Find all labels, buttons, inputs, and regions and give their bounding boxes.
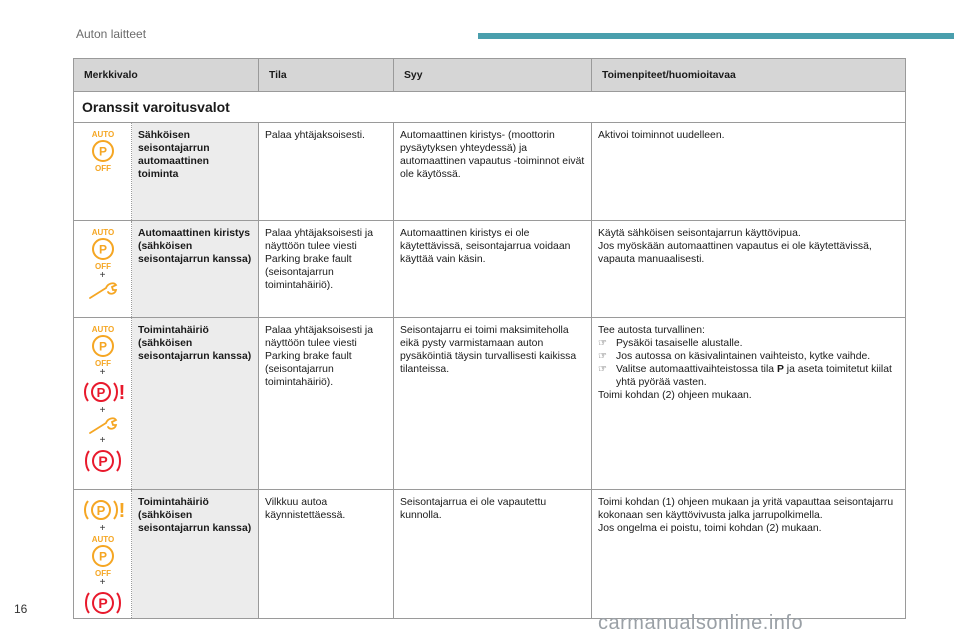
svg-text:P: P (97, 595, 108, 611)
plus-sign: + (99, 405, 106, 416)
indicator-name: Automaattinen kiristys (sähköisen seisontajarrun kanssa) (132, 221, 259, 318)
table-row (74, 123, 906, 221)
parking-brake-icon (83, 588, 123, 618)
page-number: 16 (14, 602, 28, 616)
wrench-icon (87, 416, 119, 436)
indicator-icons (74, 490, 132, 619)
header-state: Tila (259, 59, 394, 92)
svg-text:OFF: OFF (94, 569, 111, 578)
svg-text:P: P (96, 503, 105, 518)
state-text: Palaa yhtäjaksoisesti ja näyttöön tulee viesti Parking brake fault (seisontajarrun toimintahäiriö). (259, 221, 394, 318)
svg-text:OFF: OFF (94, 359, 111, 368)
group-row (74, 92, 906, 123)
actions-text (592, 221, 906, 318)
watermark: carmanualsonline.info (598, 612, 804, 634)
action-line: Käytä sähköisen seisontajarrun käyttövipua. (598, 228, 801, 239)
section-title: Auton laitteet (76, 27, 147, 41)
auto-off-icon (86, 534, 120, 578)
action-line: Toimi kohdan (1) ohjeen mukaan ja yritä vapauttaa seisontajarru kokonaan sen käyttövivusta jalka jarrupolkimella. (598, 497, 894, 521)
svg-text:P: P (98, 549, 107, 564)
plus-sign: + (99, 577, 106, 588)
indicator-name: Toimintahäiriö (sähköisen seisontajarrun kanssa) (132, 490, 259, 619)
brake-warning-icon (81, 378, 125, 406)
indicator-name: Sähköisen seisontajarrun automaattinen toiminta (132, 123, 259, 221)
auto-off-icon (86, 129, 120, 173)
svg-text:!: ! (118, 500, 125, 522)
indicator-icons (74, 123, 132, 221)
svg-text:OFF: OFF (94, 164, 111, 173)
cause-text: Seisontajarru ei toimi maksimiteholla eikä pysty varmistamaan auton pysäköintiä täysin turvallisesti kaikissa tilanteissa. (394, 318, 592, 490)
action-intro: Tee autosta turvallinen: (598, 325, 705, 336)
svg-text:P: P (98, 242, 107, 257)
table-row (74, 490, 906, 619)
action-line: Jos ongelma ei poistu, toimi kohdan (2) mukaan. (598, 523, 822, 534)
svg-text:AUTO: AUTO (91, 535, 114, 544)
indicator-icons (74, 221, 132, 318)
svg-text:P: P (98, 144, 107, 159)
header-actions: Toimenpiteet/huomioitavaa (592, 59, 906, 92)
svg-text:AUTO: AUTO (91, 228, 114, 237)
plus-sign: + (99, 270, 106, 281)
auto-off-icon (86, 324, 120, 368)
state-text: Vilkkuu autoa käynnistettäessä. (259, 490, 394, 619)
svg-text:!: ! (118, 382, 125, 404)
header-cause: Syy (394, 59, 592, 92)
actions-text (592, 490, 906, 619)
parking-brake-fault-icon (81, 496, 125, 524)
indicator-name: Toimintahäiriö (sähköisen seisontajarrun kanssa) (132, 318, 259, 490)
parking-brake-icon (83, 446, 123, 476)
warning-lights-table (73, 58, 906, 619)
action-bullet (598, 363, 899, 389)
table-row (74, 318, 906, 490)
indicator-icons (74, 318, 132, 490)
auto-off-icon (86, 227, 120, 271)
action-bullets (598, 337, 899, 389)
actions-text (592, 318, 906, 490)
action-bullet: ☞ Jos autossa on käsivalintainen vaihteisto, kytke vaihde. (598, 350, 899, 363)
plus-sign: + (99, 523, 106, 534)
cause-text: Automaattinen kiristys- (moottorin pysäytyksen yhteydessä) ja automaattinen vapautus -toiminnot eivät ole käytössä. (394, 123, 592, 221)
action-bullet-text: ja aseta toimitetut kiilat yhtä pyörää vasten. (616, 364, 892, 388)
svg-text:AUTO: AUTO (91, 130, 114, 139)
action-outro: Toimi kohdan (2) ohjeen mukaan. (598, 390, 752, 401)
gear-p-label: P (776, 364, 784, 375)
header-indicator: Merkkivalo (74, 59, 259, 92)
svg-text:P: P (97, 453, 108, 469)
state-text: Palaa yhtäjaksoisesti ja näyttöön tulee viesti Parking brake fault (seisontajarrun toimintahäiriö). (259, 318, 394, 490)
plus-sign: + (99, 367, 106, 378)
actions-text: Aktivoi toiminnot uudelleen. (592, 123, 906, 221)
table-row (74, 221, 906, 318)
cause-text: Automaattinen kiristys ei ole käytettävissä, seisontajarrua voidaan käyttää vain käsin. (394, 221, 592, 318)
group-title: Oranssit varoitusvalot (74, 92, 906, 123)
state-text: Palaa yhtäjaksoisesti. (259, 123, 394, 221)
wrench-icon (87, 281, 119, 301)
svg-text:P: P (96, 385, 105, 400)
svg-text:AUTO: AUTO (91, 325, 114, 334)
action-bullet: ☞ Pysäköi tasaiselle alustalle. (598, 337, 899, 350)
header-accent-bar (478, 33, 954, 39)
svg-text:P: P (98, 339, 107, 354)
action-line: Jos myöskään automaattinen vapautus ei ole käytettävissä, vapauta manuaalisesti. (598, 241, 872, 265)
svg-text:OFF: OFF (94, 262, 111, 271)
cause-text: Seisontajarrua ei ole vapautettu kunnolla. (394, 490, 592, 619)
plus-sign: + (99, 435, 106, 446)
table-header-row (74, 59, 906, 92)
action-bullet-text: Valitse automaattivaihteistossa tila (616, 364, 777, 375)
